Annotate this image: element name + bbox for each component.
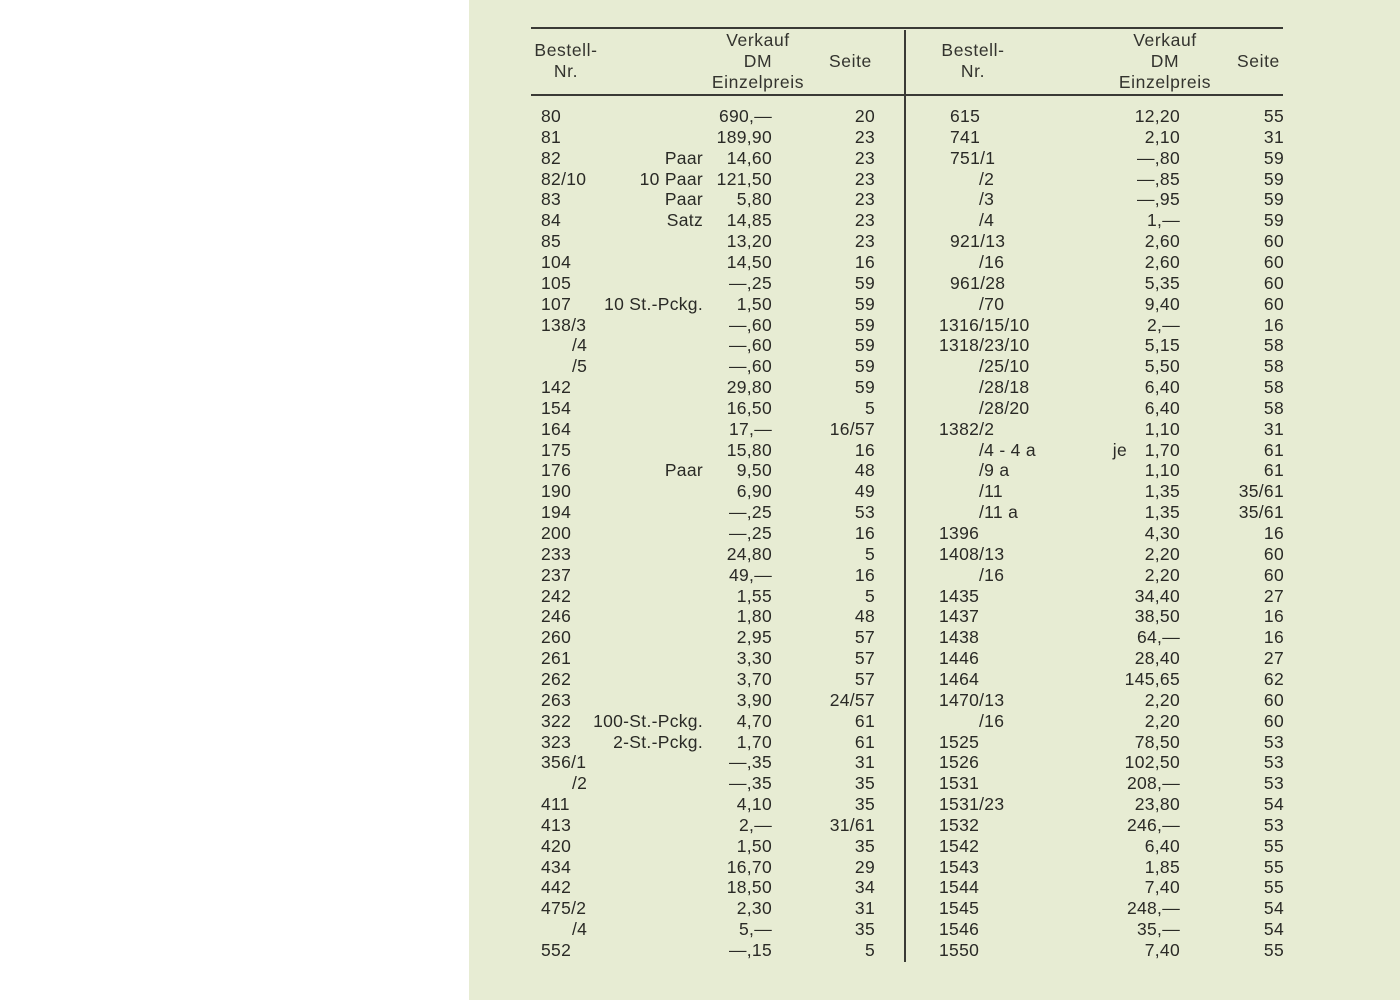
price: 5,80 xyxy=(736,189,772,210)
order-number: 420 xyxy=(541,835,572,856)
unit-label: Paar xyxy=(664,189,703,210)
price: 2,95 xyxy=(736,627,772,648)
price: 34,40 xyxy=(1134,585,1180,606)
order-number: 260 xyxy=(541,627,572,648)
price: 2,10 xyxy=(1144,126,1180,147)
page-number: 60 xyxy=(1263,231,1284,252)
page-number: 59 xyxy=(854,377,875,398)
page-number: 16 xyxy=(854,251,875,272)
header-bestell-line1: Bestell- xyxy=(534,40,598,60)
order-number: /4 xyxy=(572,335,588,356)
order-number: 1437 xyxy=(939,606,980,627)
price: 2,30 xyxy=(736,898,772,919)
order-number: 233 xyxy=(541,543,572,564)
order-number: 82 xyxy=(541,147,562,168)
order-number: 1464 xyxy=(939,668,980,689)
page-number: 59 xyxy=(854,314,875,335)
price: —,85 xyxy=(1136,168,1180,189)
order-number: /2 xyxy=(572,773,588,794)
price: 13,20 xyxy=(726,231,772,252)
unit-label: je xyxy=(1112,439,1127,460)
page-number: 16 xyxy=(854,564,875,585)
page-number: 5 xyxy=(864,940,875,960)
right-header-verkauf xyxy=(1095,30,1235,93)
price: 145,65 xyxy=(1124,668,1180,689)
price: 2,60 xyxy=(1144,251,1180,272)
price: 248,— xyxy=(1126,898,1180,919)
price: 6,40 xyxy=(1144,835,1180,856)
page-number: 55 xyxy=(1263,835,1284,856)
unit-label: Satz xyxy=(666,210,703,231)
page-number: 60 xyxy=(1263,710,1284,731)
header-verkauf-line3: Einzelpreis xyxy=(711,72,805,92)
page-number: 60 xyxy=(1263,564,1284,585)
page-number: 61 xyxy=(854,731,875,752)
price: 1,80 xyxy=(736,606,772,627)
page-number: 61 xyxy=(854,710,875,731)
order-number: 83 xyxy=(541,189,562,210)
order-number: 85 xyxy=(541,231,562,252)
price: 16,50 xyxy=(726,397,772,418)
order-number: 1542 xyxy=(939,835,980,856)
page-number: 62 xyxy=(1263,668,1284,689)
order-number: /5 xyxy=(572,356,588,377)
page-number: 57 xyxy=(854,627,875,648)
column-divider xyxy=(904,30,906,962)
page-number: 60 xyxy=(1263,293,1284,314)
unit-label: Paar xyxy=(664,460,703,481)
price: 1,70 xyxy=(736,731,772,752)
page-number: 55 xyxy=(1263,877,1284,898)
price: 49,— xyxy=(728,564,772,585)
page-number: 16 xyxy=(1263,523,1284,543)
order-number: 1543 xyxy=(939,856,980,877)
right-header-seite: Seite xyxy=(1237,51,1280,71)
order-number: 82/10 xyxy=(541,168,587,189)
page-number: 54 xyxy=(1263,794,1284,815)
price: 3,30 xyxy=(736,648,772,669)
page-number: 16 xyxy=(1263,314,1284,335)
price: 3,90 xyxy=(736,689,772,710)
price: 28,40 xyxy=(1134,648,1180,669)
order-number: 1544 xyxy=(939,877,980,898)
header-bestell-line1: Bestell- xyxy=(941,40,1005,60)
order-number: 81 xyxy=(541,126,562,147)
order-number: 1545 xyxy=(939,898,980,919)
order-number: 1532 xyxy=(939,814,980,835)
page-number: 60 xyxy=(1263,689,1284,710)
price: 35,— xyxy=(1136,919,1180,940)
order-number: 442 xyxy=(541,877,572,898)
page-number: 54 xyxy=(1263,919,1284,940)
unit-label: 10 Paar xyxy=(639,168,703,189)
price: —,35 xyxy=(728,752,772,773)
price: 14,60 xyxy=(726,147,772,168)
order-number: 921/13 xyxy=(950,231,1006,252)
price: —,60 xyxy=(728,356,772,377)
page-number: 31 xyxy=(1263,126,1284,147)
price: 2,20 xyxy=(1144,564,1180,585)
price: 1,35 xyxy=(1144,481,1180,502)
price: 9,40 xyxy=(1144,293,1180,314)
page-number: 34 xyxy=(854,877,875,898)
order-number: 1408/13 xyxy=(939,543,1005,564)
order-number: 262 xyxy=(541,668,572,689)
order-number: 80 xyxy=(541,106,562,126)
page-number: 60 xyxy=(1263,272,1284,293)
order-number: /28/20 xyxy=(979,397,1030,418)
page-number: 57 xyxy=(854,668,875,689)
header-verkauf-line1: Verkauf xyxy=(1133,30,1197,50)
page-number: 35 xyxy=(854,835,875,856)
price: —,60 xyxy=(728,314,772,335)
page-number: 59 xyxy=(1263,168,1284,189)
unit-label: 2-St.-Pckg. xyxy=(613,731,703,752)
order-number: 1550 xyxy=(939,940,980,960)
page-number: 49 xyxy=(854,481,875,502)
order-number: 263 xyxy=(541,689,572,710)
page-number: 16/57 xyxy=(829,418,875,439)
price: 1,— xyxy=(1147,210,1180,231)
order-number: 475/2 xyxy=(541,898,587,919)
order-number: 1525 xyxy=(939,731,980,752)
price: 7,40 xyxy=(1144,877,1180,898)
price: 1,50 xyxy=(736,835,772,856)
price: 6,40 xyxy=(1144,397,1180,418)
price: 14,85 xyxy=(726,210,772,231)
price: 4,70 xyxy=(736,710,772,731)
page-number: 5 xyxy=(864,397,875,418)
order-number: 322 xyxy=(541,710,572,731)
header-verkauf-line1: Verkauf xyxy=(726,30,790,50)
order-number: 1526 xyxy=(939,752,980,773)
order-number: 1382/2 xyxy=(939,418,995,439)
right-header-bestell xyxy=(928,40,1018,82)
price: 4,30 xyxy=(1144,523,1180,543)
price: 78,50 xyxy=(1134,731,1180,752)
price: 2,20 xyxy=(1144,710,1180,731)
left-header-seite: Seite xyxy=(829,51,872,71)
order-number: 190 xyxy=(541,481,572,502)
order-number: /4 xyxy=(572,919,588,940)
page-number: 61 xyxy=(1263,439,1284,460)
page-number: 35/61 xyxy=(1238,502,1284,523)
order-number: /25/10 xyxy=(979,356,1030,377)
page-number: 23 xyxy=(854,126,875,147)
order-number: 261 xyxy=(541,648,572,669)
price: 64,— xyxy=(1136,627,1180,648)
order-number: 237 xyxy=(541,564,572,585)
page-number: 59 xyxy=(1263,189,1284,210)
price: 2,60 xyxy=(1144,231,1180,252)
header-verkauf-line3: Einzelpreis xyxy=(1118,72,1212,92)
price: 7,40 xyxy=(1144,940,1180,960)
page-number: 53 xyxy=(1263,773,1284,794)
page-number: 31 xyxy=(1263,418,1284,439)
order-number: /4 xyxy=(979,210,995,231)
order-number: 741 xyxy=(950,126,981,147)
page-number: 23 xyxy=(854,231,875,252)
order-number: 434 xyxy=(541,856,572,877)
price: 14,50 xyxy=(726,251,772,272)
price: 1,35 xyxy=(1144,502,1180,523)
price: —,95 xyxy=(1136,189,1180,210)
price: 23,80 xyxy=(1134,794,1180,815)
order-number: 138/3 xyxy=(541,314,587,335)
order-number: 200 xyxy=(541,523,572,543)
unit-label: 10 St.-Pckg. xyxy=(604,293,703,314)
unit-label: 100-St.-Pckg. xyxy=(593,710,703,731)
order-number: 107 xyxy=(541,293,572,314)
order-number: 105 xyxy=(541,272,572,293)
price: 17,— xyxy=(728,418,772,439)
order-number: 142 xyxy=(541,377,572,398)
price: 29,80 xyxy=(726,377,772,398)
price: 3,70 xyxy=(736,668,772,689)
top-rule xyxy=(531,27,1283,29)
page-number: 35/61 xyxy=(1238,481,1284,502)
order-number: 1531 xyxy=(939,773,980,794)
page-number: 27 xyxy=(1263,648,1284,669)
price: 189,90 xyxy=(716,126,772,147)
page-number: 16 xyxy=(854,439,875,460)
price: 12,20 xyxy=(1134,106,1180,126)
order-number: 751/1 xyxy=(950,147,996,168)
price: 16,70 xyxy=(726,856,772,877)
price: 1,10 xyxy=(1144,460,1180,481)
page-number: 55 xyxy=(1263,106,1284,126)
page-number: 23 xyxy=(854,189,875,210)
page-number: 29 xyxy=(854,856,875,877)
order-number: 84 xyxy=(541,210,562,231)
order-number: /70 xyxy=(979,293,1005,314)
order-number: 1546 xyxy=(939,919,980,940)
page-number: 5 xyxy=(864,543,875,564)
order-number: 104 xyxy=(541,251,572,272)
price: 2,— xyxy=(739,814,772,835)
page-number: 59 xyxy=(854,335,875,356)
header-verkauf-line2: DM xyxy=(743,51,773,71)
page-number: 58 xyxy=(1263,356,1284,377)
page-number: 59 xyxy=(1263,147,1284,168)
page-number: 16 xyxy=(1263,627,1284,648)
price: 9,50 xyxy=(736,460,772,481)
price: 38,50 xyxy=(1134,606,1180,627)
page-number: 57 xyxy=(854,648,875,669)
order-number: 246 xyxy=(541,606,572,627)
price-list-page xyxy=(469,0,1400,1000)
price: —,25 xyxy=(728,523,772,543)
page-number: 53 xyxy=(1263,814,1284,835)
order-number: 1531/23 xyxy=(939,794,1005,815)
page-number: 20 xyxy=(854,106,875,126)
order-number: 1396 xyxy=(939,523,980,543)
price: —,25 xyxy=(728,502,772,523)
order-number: 1318/23/10 xyxy=(939,335,1030,356)
order-number: 1438 xyxy=(939,627,980,648)
order-number: /4 - 4 a xyxy=(979,439,1036,460)
order-number: /9 a xyxy=(979,460,1010,481)
order-number: /28/18 xyxy=(979,377,1030,398)
price: —,80 xyxy=(1136,147,1180,168)
header-bestell-line2: Nr. xyxy=(553,61,579,81)
price: 2,20 xyxy=(1144,543,1180,564)
page-number: 54 xyxy=(1263,898,1284,919)
price: —,15 xyxy=(728,940,772,960)
page-number: 16 xyxy=(854,523,875,543)
order-number: 194 xyxy=(541,502,572,523)
header-verkauf-line2: DM xyxy=(1150,51,1180,71)
price: 18,50 xyxy=(726,877,772,898)
price: 208,— xyxy=(1126,773,1180,794)
price: —,60 xyxy=(728,335,772,356)
order-number: 615 xyxy=(950,106,981,126)
page-number: 60 xyxy=(1263,251,1284,272)
order-number: /16 xyxy=(979,710,1005,731)
page-number: 53 xyxy=(1263,752,1284,773)
price: 1,70 xyxy=(1144,439,1180,460)
page-number: 31/61 xyxy=(829,814,875,835)
order-number: 242 xyxy=(541,585,572,606)
page-number: 60 xyxy=(1263,543,1284,564)
order-number: /2 xyxy=(979,168,995,189)
price: 1,85 xyxy=(1144,856,1180,877)
order-number: 552 xyxy=(541,940,572,960)
order-number: /16 xyxy=(979,251,1005,272)
order-number: 411 xyxy=(541,794,570,815)
page-number: 53 xyxy=(854,502,875,523)
order-number: 1470/13 xyxy=(939,689,1005,710)
order-number: 1316/15/10 xyxy=(939,314,1030,335)
unit-label: Paar xyxy=(664,147,703,168)
order-number: 413 xyxy=(541,814,572,835)
page-number: 27 xyxy=(1263,585,1284,606)
header-bestell-line2: Nr. xyxy=(960,61,986,81)
price: 4,10 xyxy=(736,794,772,815)
price: 6,40 xyxy=(1144,377,1180,398)
page-number: 23 xyxy=(854,147,875,168)
page-number: 23 xyxy=(854,168,875,189)
order-number: 164 xyxy=(541,418,572,439)
order-number: 154 xyxy=(541,397,572,418)
price: 6,90 xyxy=(736,481,772,502)
page-number: 35 xyxy=(854,919,875,940)
order-number: 176 xyxy=(541,460,572,481)
price: 5,50 xyxy=(1144,356,1180,377)
price: 1,10 xyxy=(1144,418,1180,439)
order-number: 175 xyxy=(541,439,572,460)
page-number: 58 xyxy=(1263,335,1284,356)
page-number: 59 xyxy=(854,356,875,377)
price: —,25 xyxy=(728,272,772,293)
page-number: 48 xyxy=(854,460,875,481)
page-number: 61 xyxy=(1263,460,1284,481)
page-number: 59 xyxy=(1263,210,1284,231)
page-number: 59 xyxy=(854,293,875,314)
page-number: 35 xyxy=(854,773,875,794)
order-number: 356/1 xyxy=(541,752,587,773)
price: 246,— xyxy=(1126,814,1180,835)
price: —,35 xyxy=(728,773,772,794)
price: 690,— xyxy=(718,106,772,126)
page-number: 23 xyxy=(854,210,875,231)
left-header-verkauf xyxy=(688,30,828,93)
price: 5,15 xyxy=(1144,335,1180,356)
price: 1,50 xyxy=(736,293,772,314)
page-number: 35 xyxy=(854,794,875,815)
price: 121,50 xyxy=(716,168,772,189)
header-rule xyxy=(531,94,1283,96)
page-number: 31 xyxy=(854,752,875,773)
price: 15,80 xyxy=(726,439,772,460)
order-number: 1435 xyxy=(939,585,980,606)
order-number: 323 xyxy=(541,731,572,752)
page-number: 55 xyxy=(1263,940,1284,960)
price: 2,— xyxy=(1147,314,1180,335)
price: 2,20 xyxy=(1144,689,1180,710)
page-number: 5 xyxy=(864,585,875,606)
order-number: /16 xyxy=(979,564,1005,585)
page-number: 48 xyxy=(854,606,875,627)
page-number: 59 xyxy=(854,272,875,293)
price: 24,80 xyxy=(726,543,772,564)
page-number: 58 xyxy=(1263,397,1284,418)
order-number: /11 a xyxy=(979,502,1019,523)
price: 5,— xyxy=(739,919,772,940)
page-number: 55 xyxy=(1263,856,1284,877)
page-number: 53 xyxy=(1263,731,1284,752)
price: 1,55 xyxy=(736,585,772,606)
order-number: 1446 xyxy=(939,648,980,669)
page-number: 31 xyxy=(854,898,875,919)
page-number: 58 xyxy=(1263,377,1284,398)
left-header-bestell xyxy=(521,40,611,82)
price: 102,50 xyxy=(1124,752,1180,773)
order-number: /3 xyxy=(979,189,995,210)
page-number: 16 xyxy=(1263,606,1284,627)
page-number: 24/57 xyxy=(829,689,875,710)
order-number: /11 xyxy=(979,481,1003,502)
price: 5,35 xyxy=(1144,272,1180,293)
order-number: 961/28 xyxy=(950,272,1006,293)
